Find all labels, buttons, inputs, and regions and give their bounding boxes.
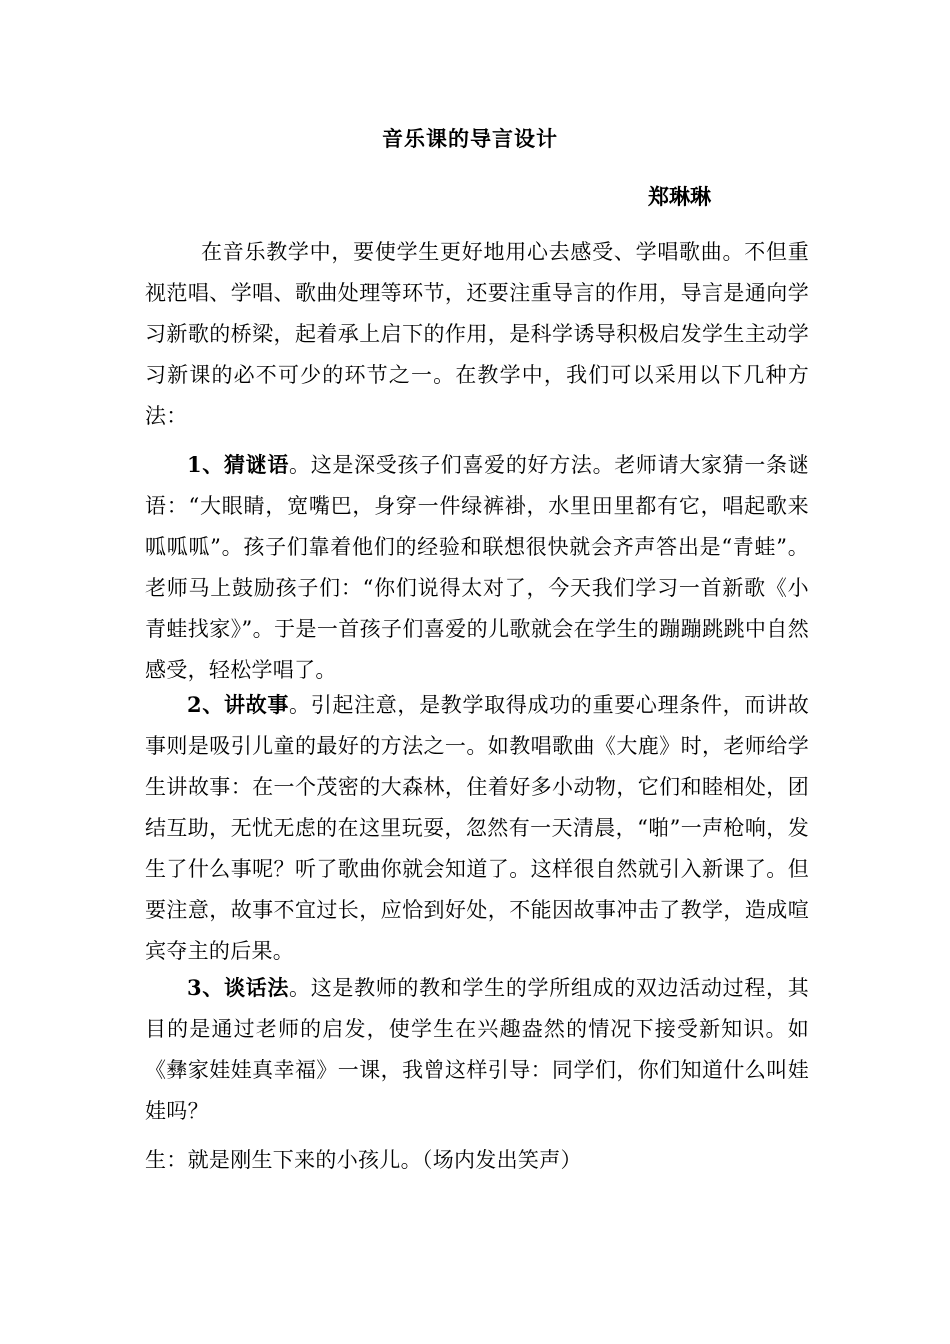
document-author: 郑琳琳 [648,184,711,209]
method-heading-riddle: 1、猜谜语 [187,452,290,477]
method-text-riddle: 。这是深受孩子们喜爱的好方法。老师请大家猜一条谜语：“大眼睛，宽嘴巴，身穿一件绿裤褂，水里田里都有它，唱起歌来呱呱呱”。孩子们靠着他们的经验和联想很快就会齐声答出是“青蛙”。老师马上鼓励孩子们：“你们说得太对了，今天我们学习一首新歌《小青蛙找家》”。于是一首孩子们喜爱的儿歌就会在学生的蹦蹦跳跳中自然感受，轻松学唱了。 [145,453,809,682]
method-paragraph-riddle [145,444,809,691]
method-text-story: 。引起注意，是教学取得成功的重要心理条件，而讲故事则是吸引儿童的最好的方法之一。如教唱歌曲《大鹿》时，老师给学生讲故事：在一个茂密的大森林，住着好多小动物，它们和睦相处，团结互助，无忧无虑的在这里玩耍，忽然有一天清晨，“啪”一声枪响，发生了什么事呢？听了歌曲你就会知道了。这样很自然就引入新课了。但要注意，故事不宜过长，应恰到好处，不能因故事冲击了教学，造成喧宾夺主的后果。 [145,693,809,963]
intro-paragraph: 在音乐教学中，要使学生更好地用心去感受、学唱歌曲。不但重视范唱、学唱、歌曲处理等环节，还要注重导言的作用，导言是通向学习新歌的桥梁，起着承上启下的作用，是科学诱导积极启发学生主动学习新课的必不可少的环节之一。在教学中，我们可以采用以下几种方法： [145,240,809,428]
method-heading-conversation: 3、谈话法 [187,975,290,1000]
method-heading-story: 2、讲故事 [187,692,290,717]
method-paragraph-conversation [145,967,809,1132]
document-title: 音乐课的导言设计 [382,126,558,151]
method-text-conversation: 。这是教师的教和学生的学所组成的双边活动过程，其目的是通过老师的启发，使学生在兴趣盎然的情况下接受新知识。如《彝家娃娃真幸福》一课，我曾这样引导：同学们，你们知道什么叫娃娃吗？ [145,976,809,1123]
student-reply: 生：就是刚生下来的小孩儿。（场内发出笑声） [145,1148,582,1172]
method-paragraph-story [145,684,809,972]
